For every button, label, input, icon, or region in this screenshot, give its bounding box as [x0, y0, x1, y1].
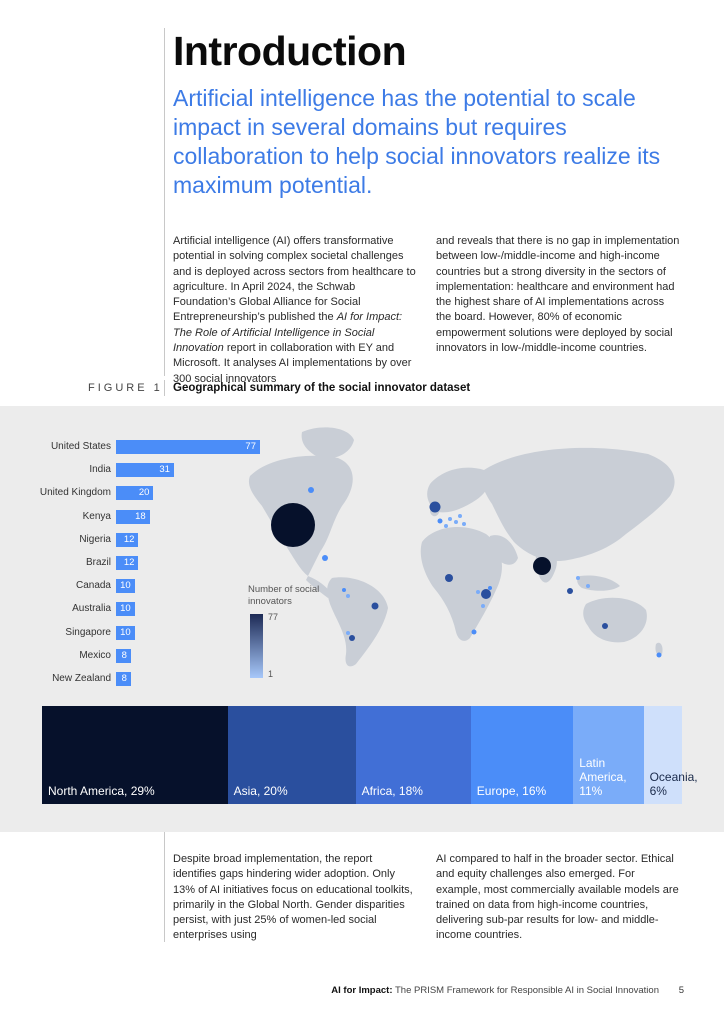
region-label: Africa, 18% — [361, 784, 423, 798]
marker-africa-1 — [476, 590, 480, 594]
marker-india — [533, 557, 551, 575]
bar-value: 8 — [121, 673, 127, 684]
bar-label: Australia — [72, 603, 111, 615]
bar-value: 8 — [121, 649, 127, 661]
region-segment — [356, 706, 471, 804]
greenland-landmass — [302, 427, 354, 458]
page-footer — [331, 985, 659, 996]
bar-value: 12 — [123, 533, 135, 545]
south-america-landmass — [327, 577, 388, 666]
bar-label: United States — [50, 441, 111, 452]
bar-value: 20 — [138, 487, 150, 499]
conclusion-column-1: Despite broad implementation, the report identifies gaps hindering wider adoption. Only 13% of AI initiatives focus on educational toolkits, primarily in the Global North. Gender disparities persist, with just 25% of women-led social enterprises using — [173, 853, 413, 942]
bar-value: 10 — [120, 603, 131, 615]
figure-divider — [164, 380, 165, 396]
figure-label: FIGURE 1 — [88, 382, 163, 394]
region-segment — [573, 706, 643, 804]
bar-value: 10 — [120, 626, 131, 638]
margin-rule-top — [164, 28, 165, 376]
page-title: Introduction — [173, 28, 407, 74]
marker-europe-5 — [444, 524, 448, 528]
bar — [116, 463, 174, 477]
report-title: AI for Impact: The Role of Artificial Intelligence in Social Innovation — [173, 311, 403, 355]
region-label: Asia, 20% — [233, 784, 288, 798]
region-segment — [42, 706, 228, 804]
bar-label: United Kingdom — [39, 487, 111, 499]
marker-asia-1 — [576, 576, 580, 580]
bar — [116, 579, 135, 593]
bar-label: Canada — [75, 580, 111, 592]
bar-value: 12 — [123, 557, 135, 568]
bar — [116, 556, 138, 570]
bar — [116, 672, 131, 686]
bar — [116, 649, 131, 663]
bar — [116, 626, 135, 640]
marker-chile — [346, 631, 350, 635]
bar-label: Kenya — [82, 510, 111, 522]
intro-column-1 — [173, 234, 418, 387]
region-segment — [644, 706, 698, 804]
marker-argentina — [349, 635, 355, 641]
bar-value: 31 — [159, 464, 170, 476]
region-label: North America, 29% — [48, 784, 155, 798]
marker-united-states — [271, 503, 315, 547]
bar — [116, 486, 153, 500]
marker-mexico — [322, 555, 328, 561]
map-legend-min: 1 — [268, 669, 274, 679]
marker-kenya — [481, 589, 491, 599]
figure-title: Geographical summary of the social innovator dataset — [173, 382, 471, 394]
marker-latam-2 — [346, 594, 350, 598]
intro-text-a: Artificial intelligence (AI) offers transformative potential in solving complex societal challenges and is deployed across sectors from healthcare to agriculture. In April 2024, the Schwab Foundation’s Global Alliance for Social Entrepreneurship’s published the — [173, 235, 416, 324]
conclusion-column-2: AI compared to half in the broader sector. Ethical and equity challenges also emerged. For example, most commercially available models are trained on data from high-income countries, delivering sub-par results for low- and middle-income countries. — [436, 853, 679, 942]
region-label: Latin America, 11% — [579, 756, 627, 798]
marker-latam-1 — [342, 588, 346, 592]
marker-nigeria — [445, 574, 453, 582]
region-segment — [228, 706, 356, 804]
bar — [116, 602, 135, 616]
bar-label: Nigeria — [79, 533, 111, 545]
marker-new-zealand — [657, 653, 662, 658]
world-map — [238, 418, 686, 672]
marker-africa-2 — [481, 604, 485, 608]
marker-europe-6 — [462, 522, 466, 526]
southeast-asia-islands — [577, 575, 620, 590]
bar-label: Singapore — [65, 626, 111, 638]
margin-rule-bottom — [164, 832, 165, 942]
marker-europe-2 — [448, 517, 452, 521]
bar-label: New Zealand — [52, 673, 111, 684]
region-label: Europe, 16% — [476, 784, 547, 798]
map-legend-gradient — [250, 614, 263, 678]
footer-title: The PRISM Framework for Responsible AI in Social Innovation — [392, 985, 659, 996]
marker-canada — [308, 487, 314, 493]
map-legend-max: 77 — [268, 612, 279, 622]
marker-europe-3 — [454, 520, 458, 524]
marker-australia — [602, 623, 608, 629]
map-legend-title: Number of social innovators — [248, 584, 320, 607]
marker-united-kingdom — [430, 502, 441, 513]
page-number: 5 — [678, 985, 684, 996]
page-subtitle: Artificial intelligence has the potential to scale impact in several domains but requires collaboration to help social innovators realize its maximum potential. — [173, 85, 661, 198]
marker-asia-2 — [586, 584, 590, 588]
intro-column-2: and reveals that there is no gap in implementation between low-/middle-income and high-income countries but a strong diversity in the sectors of implementation: healthcare and environment had the highest share of AI implementations across the board. However, 80% of economic empowerment solutions were deployed by social innovators in low-/middle-income countries. — [436, 235, 680, 355]
region-label: Oceania, 6% — [649, 770, 698, 798]
region-segment — [471, 706, 573, 804]
bar-label: India — [89, 464, 111, 476]
bar-value: 77 — [245, 441, 256, 452]
marker-europe-4 — [458, 514, 462, 518]
marker-europe-1 — [438, 519, 443, 524]
bar-value: 10 — [120, 580, 131, 592]
intro-text-b: report in collaboration with EY and Microsoft. It analyses AI implementations by over 300 social innovators — [173, 342, 412, 385]
australia-landmass — [583, 598, 647, 643]
marker-south-africa — [472, 630, 477, 635]
bar-label: Mexico — [79, 649, 111, 661]
bar — [116, 510, 150, 524]
marker-egypt — [488, 586, 492, 590]
marker-singapore — [567, 588, 573, 594]
bar — [116, 533, 138, 547]
marker-brazil — [372, 603, 379, 610]
bar-label: Brazil — [85, 557, 111, 568]
bar-value: 18 — [135, 510, 146, 522]
footer-bold: AI for Impact: — [331, 985, 393, 996]
